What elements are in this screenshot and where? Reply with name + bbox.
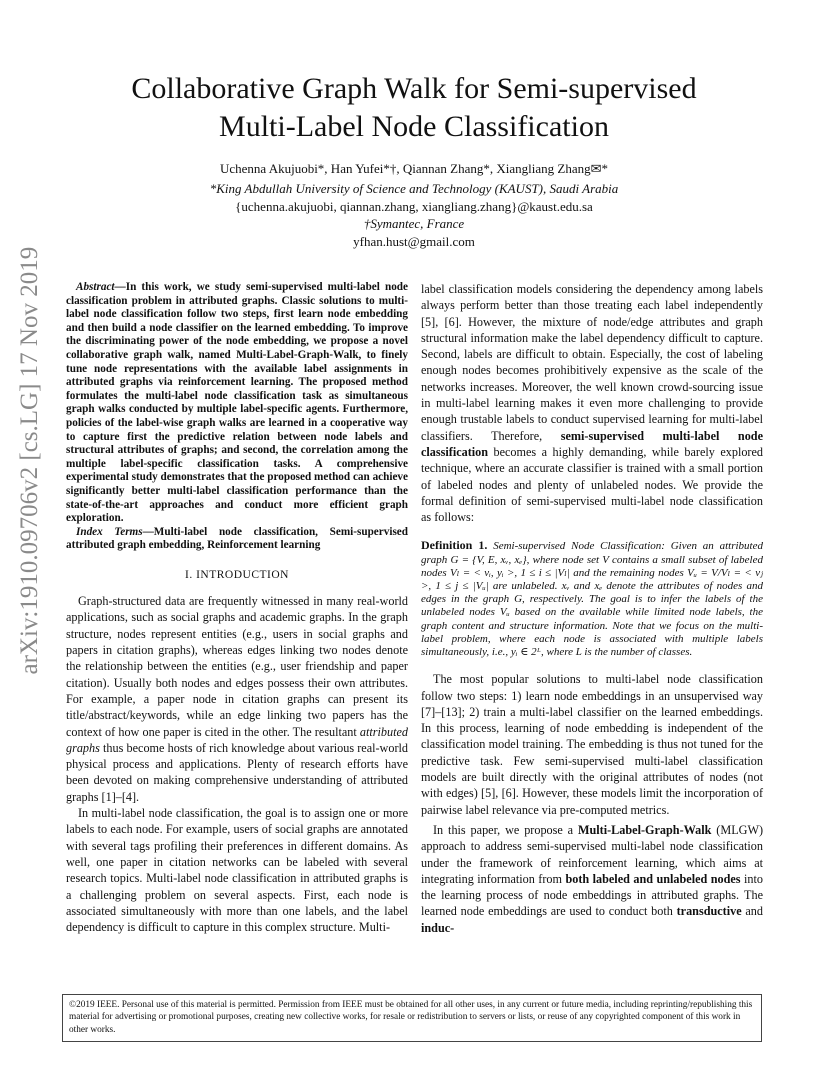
left-column — [66, 281, 408, 935]
affiliation-kaust: *King Abdullah University of Science and Technology (KAUST), Saudi Arabia — [209, 181, 619, 196]
definition-1 — [421, 539, 763, 659]
abstract — [66, 281, 408, 526]
abstract-text: —In this work, we study semi-supervised multi-label node classification problem in attributed graphs. Classic solutions to multi-label node classification follow two steps, first learn node embedding and then build a node classifier on the learned embedding. To improve the discriminating power of the node embedding, we propose a novel collaborative graph walk, named Multi-Label-Graph-Walk, to finely tune node representations with the available label assignments in attributed graphs via reinforcement learning. The proposed method formulates the multi-label node classification task as simultaneous graph walks conducted by multiple label-specific agents. Furthermore, policies of the label-wise graph walks are learned in a cooperative way to capture first the predictive relation between node labels and structural attributes of graphs; and second, the correlation among the multiple label-specific classification tasks. A comprehensive experimental study demonstrates that the proposed method can achieve significantly better multi-label classification performance than the state-of-the-art approaches and conduct more efficient graph exploration. — [66, 281, 408, 525]
definition-text: Semi-supervised Node Classification: Given an attributed graph G = {V, E, xᵥ, xₑ}, where node set V contains a small subset of labeled nodes Vₗ = < vᵢ, yᵢ >, 1 ≤ i ≤ |Vₗ| and the remaining nodes Vᵤ = V/Vₗ = < vⱼ >, 1 ≤ j ≤ |Vᵤ| are unlabeled. xᵥ and xₑ denote the attributes of nodes and edges in the graph G, respectively. The goal is to infer the labels of the unlabeled nodes Vᵤ based on the available while limited node labels, the graph content and structure information. Note that we focus on the multi-label problem, where each node is associated with multiple labels simultaneously, i.e., yᵢ ∈ 2ᴸ, where L is the number of classes. — [421, 540, 763, 659]
definition-label: Definition 1. — [421, 538, 488, 553]
index-terms-label: Index Terms — [76, 525, 143, 538]
right-paragraph-1: label classification models considering the dependency among labels always perform better than those treating each label independently [5], [6]. However, the mixture of node/edge attributes and graph structural information make the label dependency difficult to capture. Second, labels are difficult to obtain. Especially, the cost of labeling enough nodes becomes prohibitively expensive as the scale of the networks increases. Moreover, the well known crowd-sourcing issue in multi-label learning makes it even more challenging to provide enough trustable labels to conduct supervised learning for multi-label classifiers. Therefore, semi-supervised multi-label node classification becomes a highly demanding, while barely explored technique, where an accurate classifier is trained with a small portion of labeled nodes and plenty of unlabeled nodes. We provide the formal definition of semi-supervised multi-label node classification as follows: — [421, 282, 763, 525]
email-symantec: yfhan.hust@gmail.com — [353, 234, 475, 249]
authors: Uchenna Akujuobi*, Han Yufei*†, Qiannan Zhang*, Xiangliang Zhang✉* — [219, 161, 609, 176]
paper-title — [0, 70, 828, 146]
title-line-2: Multi-Label Node Classification — [219, 110, 609, 143]
affiliation-symantec: †Symantec, France — [363, 216, 465, 231]
abstract-label: Abstract — [76, 281, 115, 293]
index-terms — [66, 526, 408, 553]
intro-paragraph-1: Graph-structured data are frequently witnessed in many real-world applications, such as social graphs and academic graphs. In the graph structure, nodes represent entities (e.g., users in social graphs and papers in citation graphs), whereas edges linking two nodes denote the relationship between the entities (e.g., user friendship and paper citation). Usually both nodes and edges possess their own attributes. For example, a paper node in citation graphs can present its title/abstract/keywords, while an edge linking two papers has the context of how one paper is cited in the other. The resultant attributed graphs thus become hosts of rich knowledge about various real-world physical process and applications. Plenty of research efforts have been devoted on making comprehensive understanding of attributed graphs [1]–[4]. — [66, 594, 408, 804]
index-terms-text: —Multi-label node classification, Semi-supervised attributed graph embedding, Reinforcement learning — [66, 525, 408, 552]
section-heading-introduction: I. INTRODUCTION — [185, 568, 289, 581]
right-paragraph-3: In this paper, we propose a Multi-Label-Graph-Walk (MLGW) approach to address semi-supervised multi-label node classification under the framework of reinforcement learning, which aims at integrating information from both labeled and unlabeled nodes into the learning process of node embeddings in attributed graphs. The learned node embeddings are used to conduct both transductive and induc- — [421, 822, 764, 935]
emails-kaust: {uchenna.akujuobi, qiannan.zhang, xiangliang.zhang}@kaust.edu.sa — [235, 199, 593, 214]
right-column — [421, 281, 763, 936]
intro-paragraph-2: In multi-label node classification, the goal is to assign one or more labels to each node. For example, users of social graphs are annotated with several tags profiling their preferences in different domains. As well, one paper in citation networks can be labeled with several research topics. Multi-label node classification in attributed graphs is a challenging problem on several aspects. First, each node is associated simultaneously with more than one labels, and the label dependency is difficult to capture in this complex structure. Multi- — [66, 806, 408, 935]
arxiv-stamp-text: arXiv:1910.09706v2 [cs.LG] 17 Nov 2019 — [16, 246, 43, 675]
emphasis-attributed-graphs: attributed graphs — [66, 724, 408, 755]
arxiv-stamp — [10, 246, 50, 675]
copyright-notice: ©2019 IEEE. Personal use of this material is permitted. Permission from IEEE must be obtained for all other uses, in any current or future media, including reprinting/republishing this material for advertising or promotional purposes, creating new collective works, for resale or redistribution to servers or lists, or reuse of any copyrighted component of this work in other works. — [62, 994, 762, 1042]
bold-semi-supervised: semi-supervised multi-label node classification — [421, 428, 763, 459]
title-line-1: Collaborative Graph Walk for Semi-supervised — [131, 72, 697, 105]
right-paragraph-2: The most popular solutions to multi-label node classification follow two steps: 1) learn node embeddings in an unsupervised way [7]–[13]; 2) train a multi-label classifier on the learned embeddings. In this process, learning of node embedding is independent of the classification model training. The embedding is thus not tuned for the predictive task. Few semi-supervised multi-label classification models are built directly with the original attributes of nodes (not with edges) [5], [6]. However, these models limit the incorporation of pairwise label relevance via pre-computed metrics. — [421, 672, 763, 817]
